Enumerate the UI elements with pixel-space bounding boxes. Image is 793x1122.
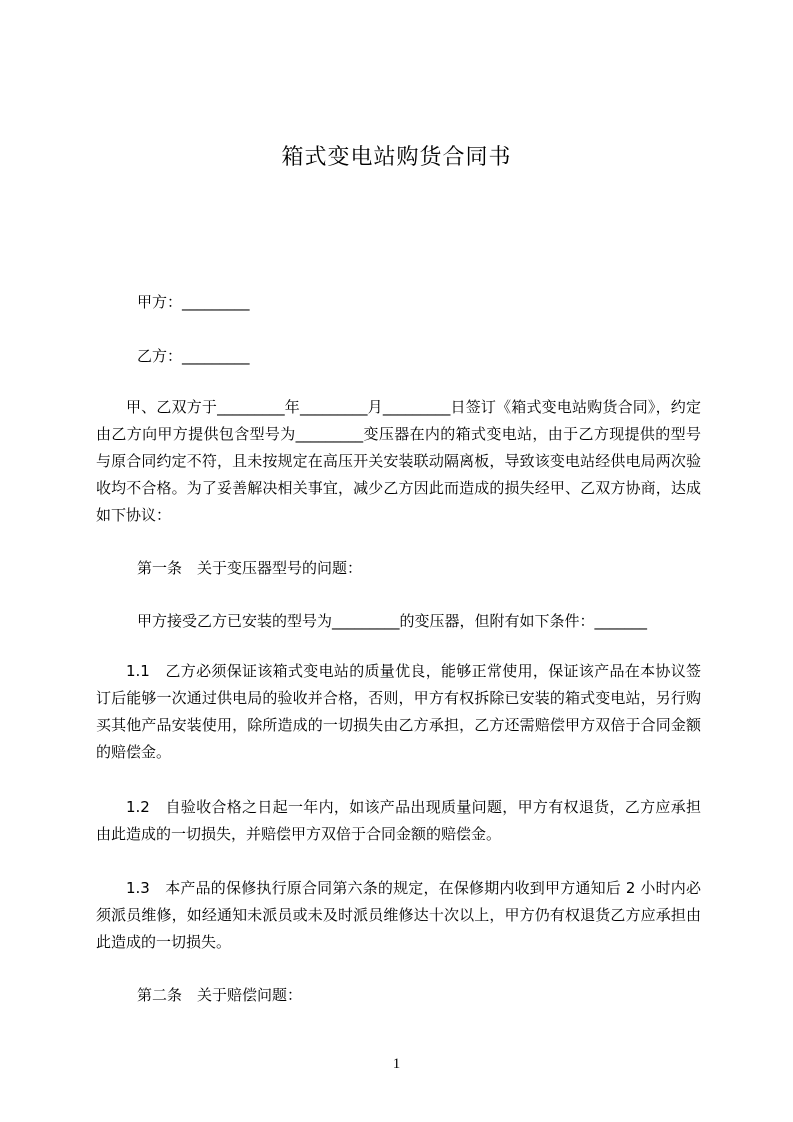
clause-1-3: 1.3 本产品的保修执行原合同第六条的规定，在保修期内收到甲方通知后 2 小时内必须派员维修，如经通知未派员或未及时派员维修达十次以上，甲方仍有权退货乙方应承担由此造成的一切损失。 bbox=[96, 879, 701, 951]
party-a-line: 甲方：_________ bbox=[137, 293, 250, 311]
party-b-line: 乙方：_________ bbox=[137, 347, 250, 365]
article-2-heading: 第二条 关于赔偿问题： bbox=[137, 986, 303, 1004]
clause-1-1: 1.1 乙方必须保证该箱式变电站的质量优良，能够正常使用，保证该产品在本协议签订后能够一次通过供电局的验收并合格，否则，甲方有权拆除已安装的箱式变电站，另行购买其他产品安装使用，除所造成的一切损失由乙方承担，乙方还需赔偿甲方双倍于合同金额的赔偿金。 bbox=[96, 662, 701, 761]
preamble-paragraph: 甲、乙双方于_________年_________月_________日签订《箱式变电站购货合同》，约定由乙方向甲方提供包含型号为_________变压器在内的箱式变电站，由于乙方现提供的型号与原合同约定不符，且未按规定在高压开关安装联动隔离板，导致该变电站经供电局两次验收均不合格。为了妥善解决相关事宜，减少乙方因此而造成的损失经甲、乙双方协商，达成如下协议： bbox=[96, 398, 701, 524]
clause-1-2: 1.2 自验收合格之日起一年内，如该产品出现质量问题，甲方有权退货，乙方应承担由此造成的一切损失，并赔偿甲方双倍于合同金额的赔偿金。 bbox=[96, 798, 701, 843]
article-1-intro: 甲方接受乙方已安装的型号为_________的变压器，但附有如下条件：_______ bbox=[137, 612, 648, 630]
article-1-heading: 第一条 关于变压器型号的问题： bbox=[137, 559, 363, 577]
document-title: 箱式变电站购货合同书 bbox=[281, 145, 512, 170]
page-number: 1 bbox=[392, 1056, 401, 1072]
